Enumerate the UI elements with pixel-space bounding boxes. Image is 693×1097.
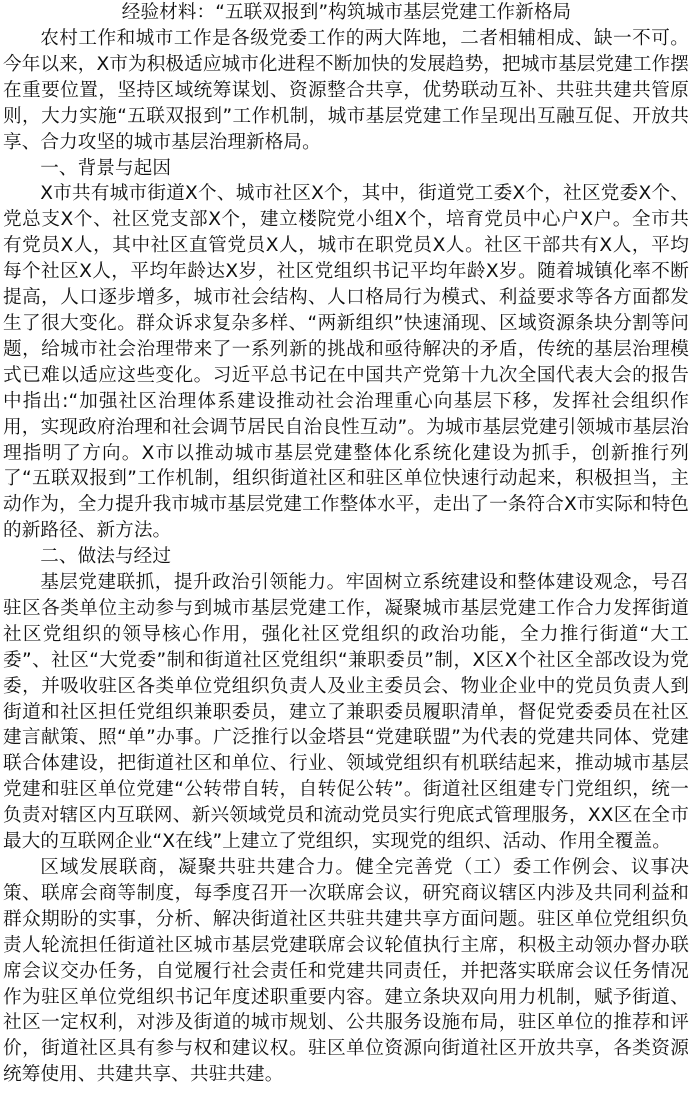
section-heading-background: 一、背景与起因 <box>40 157 172 179</box>
practice-paragraph-party-building: 基层党建联抓，提升政治引领能力。牢固树立系统建设和整体建设观念，号召驻区各类单位主动参与到城市基层党建工作，凝聚城市基层党建工作合力发挥街道社区党组织的领导核心作用，强化社区党组织的政治功能，全力推行街道“大工委”、社区“大党委”制和街道社区党组织“兼职委员”制，X区X个社区全部改设为党委，并吸收驻区各类单位党组织负责人及业主委员会、物业企业中的党员负责人到街道和社区担任党组织兼职委员，建立了兼职委员履职清单，督促党委委员在社区建言献策、照“单”办事。广泛推行以金塔县“党建联盟”为代表的党建共同体、党建联合体建设，把街道社区和单位、行业、领域党组织有机联结起来，推动城市基层党建和驻区单位党建“公转带自转，自转促公转”。街道社区组建专门党组织，统一负责对辖区内互联网、新兴领域党员和流动党员实行兜底式管理服务，XX区在全市最大的互联网企业“X在线”上建立了党组织，实现党的组织、活动、作用全覆盖。 <box>3 572 689 853</box>
intro-paragraph: 农村工作和城市工作是各级党委工作的两大阵地，二者相辅相成、缺一不可。今年以来，X市为积极适应城市化进程不断加快的发展趋势，把城市基层党建工作摆在重要位置，坚持区域统筹谋划、资源整合共享，优势联动互补、共驻共建共管原则，大力实施“五联双报到”工作机制，城市基层党建工作呈现出互融互促、开放共享、合力攻坚的城市基层治理新格局。 <box>3 28 689 153</box>
background-paragraph: X市共有城市街道X个、城市社区X个，其中，街道党工委X个，社区党委X个、党总支X个、社区党支部X个，建立楼院党小组X个，培育党员中心户X户。全市共有党员X人，其中社区直管党员X人，城市在职党员X人。社区干部共有X人，平均每个社区X人，平均年龄达X岁，社区党组织书记平均年龄X岁。随着城镇化率不断提高，人口逐步增多，城市社会结构、人口格局行为模式、利益要求等各方面都发生了很大变化。群众诉求复杂多样、“两新组织”快速涌现、区域资源条块分割等问题，给城市社会治理带来了一系列新的挑战和亟待解决的矛盾，传统的基层治理模式已难以适应这些变化。习近平总书记在中国共产党第十九次全国代表大会的报告中指出:“加强社区治理体系建设推动社会治理重心向基层下移，发挥社会组织作用，实现政府治理和社会调节居民自治良性互动”。为城市基层党建引领城市基层治理指明了方向。X市以推动城市基层党建整体化系统化建设为抓手，创新推行列了“五联双报到”工作机制，组织街道社区和驻区单位快速行动起来，积极担当，主动作为，全力提升我市城市基层党建工作整体水平，走出了一条符合X市实际和特色的新路径、新方法。 <box>3 183 689 542</box>
document-title: 经验材料：“五联双报到”构筑城市基层党建工作新格局 <box>121 2 572 23</box>
practice-paragraph-regional-development: 区域发展联商，凝聚共驻共建合力。健全完善党（工）委工作例会、议事决策、联席会商等制度，每季度召开一次联席会议，研究商议辖区内涉及共同利益和群众期盼的实事，分析、解决街道社区共驻共建共享方面问题。驻区单位党组织负责人轮流担任街道社区城市基层党建联席会议轮值执行主席，积极主动领办督办联席会议交办任务，自觉履行社会责任和党建共同责任，并把落实联席会议任务情况作为驻区单位党组织书记年度述职重要内容。建立条块双向用力机制，赋予街道、社区一定权利，对涉及街道的城市规划、公共服务设施布局，驻区单位的推荐和评价，街道社区具有参与权和建议权。驻区单位资源向街道社区开放共享，各类资源统筹使用、共建共享、共驻共建。 <box>3 857 689 1086</box>
section-heading-practice: 二、做法与经过 <box>40 546 172 568</box>
document-body <box>0 26 693 1088</box>
